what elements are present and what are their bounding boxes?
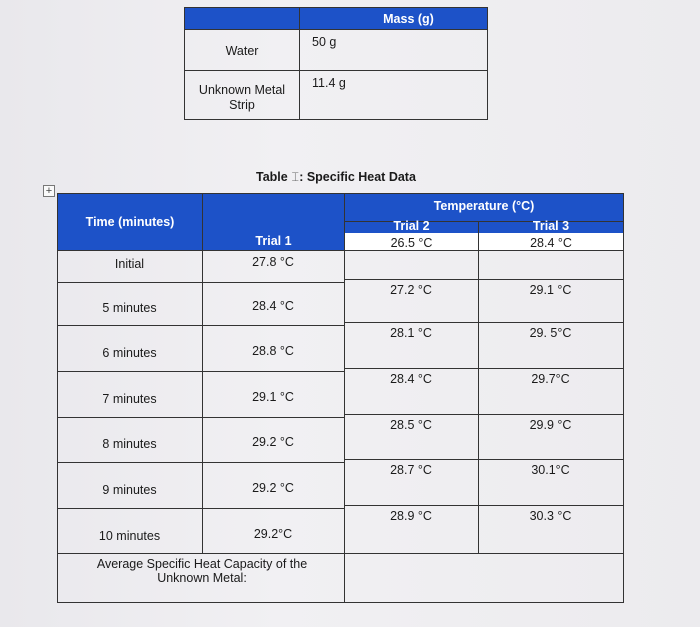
mass-header: Mass (g) [300, 8, 488, 30]
grid-line [344, 505, 624, 506]
trial-2-value: 28.5 °C [390, 418, 432, 432]
trial-1-value: 27.8 °C [252, 255, 294, 269]
time-label: Initial [114, 257, 145, 271]
grid-line [344, 414, 624, 415]
trial-1-value: 28.4 °C [252, 299, 294, 313]
trial-2-value: 28.4 °C [390, 372, 432, 386]
header-temperature: Temperature (°C) [345, 194, 624, 222]
grid-line [344, 368, 624, 369]
mass-row-label[interactable] [185, 71, 300, 120]
trial-3-value: 30.3 °C [529, 509, 572, 523]
average-specific-heat-label: Average Specific Heat Capacity of the Unknown Metal: [96, 557, 308, 585]
trial-3-value: 28.4 °C [530, 236, 572, 250]
time-label: 6 minutes [102, 346, 157, 360]
heat-table-body [57, 226, 623, 603]
grid-line [57, 325, 344, 326]
trial-1-value: 29.2°C [253, 527, 293, 541]
mass-table-corner [185, 8, 300, 30]
metal-label: Unknown Metal Strip [198, 83, 286, 112]
trial-1-value: 29.2 °C [252, 435, 294, 449]
time-label: 10 minutes [98, 529, 161, 543]
caption-suffix: : Specific Heat Data [299, 170, 416, 184]
header-trial-3: Trial 3 [532, 219, 570, 233]
grid-line [57, 508, 344, 509]
time-label: 7 minutes [102, 392, 157, 406]
trial-2-value: 27.2 °C [390, 283, 432, 297]
mass-table [184, 7, 488, 120]
trial-3-value: 29.1 °C [529, 283, 572, 297]
trial-2-value: 28.7 °C [390, 463, 432, 477]
time-label: 8 minutes [102, 437, 157, 451]
trial-3-value: 29.9 °C [529, 418, 572, 432]
trial-3-value: 29.7°C [531, 372, 570, 386]
header-time: Time (minutes) [58, 194, 203, 251]
time-label: 5 minutes [102, 301, 157, 315]
average-specific-heat-value-cell[interactable] [345, 554, 623, 602]
text-cursor-icon: ⌶ [291, 170, 299, 184]
mass-row-value[interactable] [300, 30, 488, 71]
grid-line [344, 322, 624, 323]
caption-prefix: Table [256, 170, 292, 184]
trial-2-value: 28.9 °C [390, 509, 432, 523]
grid-line [57, 371, 344, 372]
table-caption [256, 170, 416, 185]
time-label: 9 minutes [102, 483, 157, 497]
grid-line [57, 553, 344, 554]
grid-line [57, 282, 344, 283]
mass-row-value[interactable] [300, 71, 488, 120]
trial-2-value: 26.5 °C [390, 236, 433, 250]
grid-line [478, 226, 479, 553]
trial-1-value: 29.2 °C [252, 481, 294, 495]
trial-1-value: 29.1 °C [252, 390, 294, 404]
trial-3-value: 29. 5°C [529, 326, 572, 340]
header-trial-2: Trial 2 [393, 219, 430, 233]
mass-row-label[interactable] [185, 30, 300, 71]
grid-line [344, 279, 624, 280]
trial-2-value: 28.1 °C [390, 326, 432, 340]
water-mass-value: 50 g [312, 35, 337, 49]
grid-line [57, 602, 624, 603]
water-label: Water [225, 44, 259, 58]
header-trial-1: Trial 1 [203, 194, 345, 251]
trial-1-value: 28.8 °C [252, 344, 294, 358]
grid-line [57, 462, 344, 463]
metal-mass-value: 11.4 g [312, 76, 346, 90]
trial-3-value: 30.1°C [531, 463, 570, 477]
grid-line [344, 459, 624, 460]
grid-line [57, 417, 344, 418]
table-move-handle-icon[interactable]: + [43, 185, 55, 197]
